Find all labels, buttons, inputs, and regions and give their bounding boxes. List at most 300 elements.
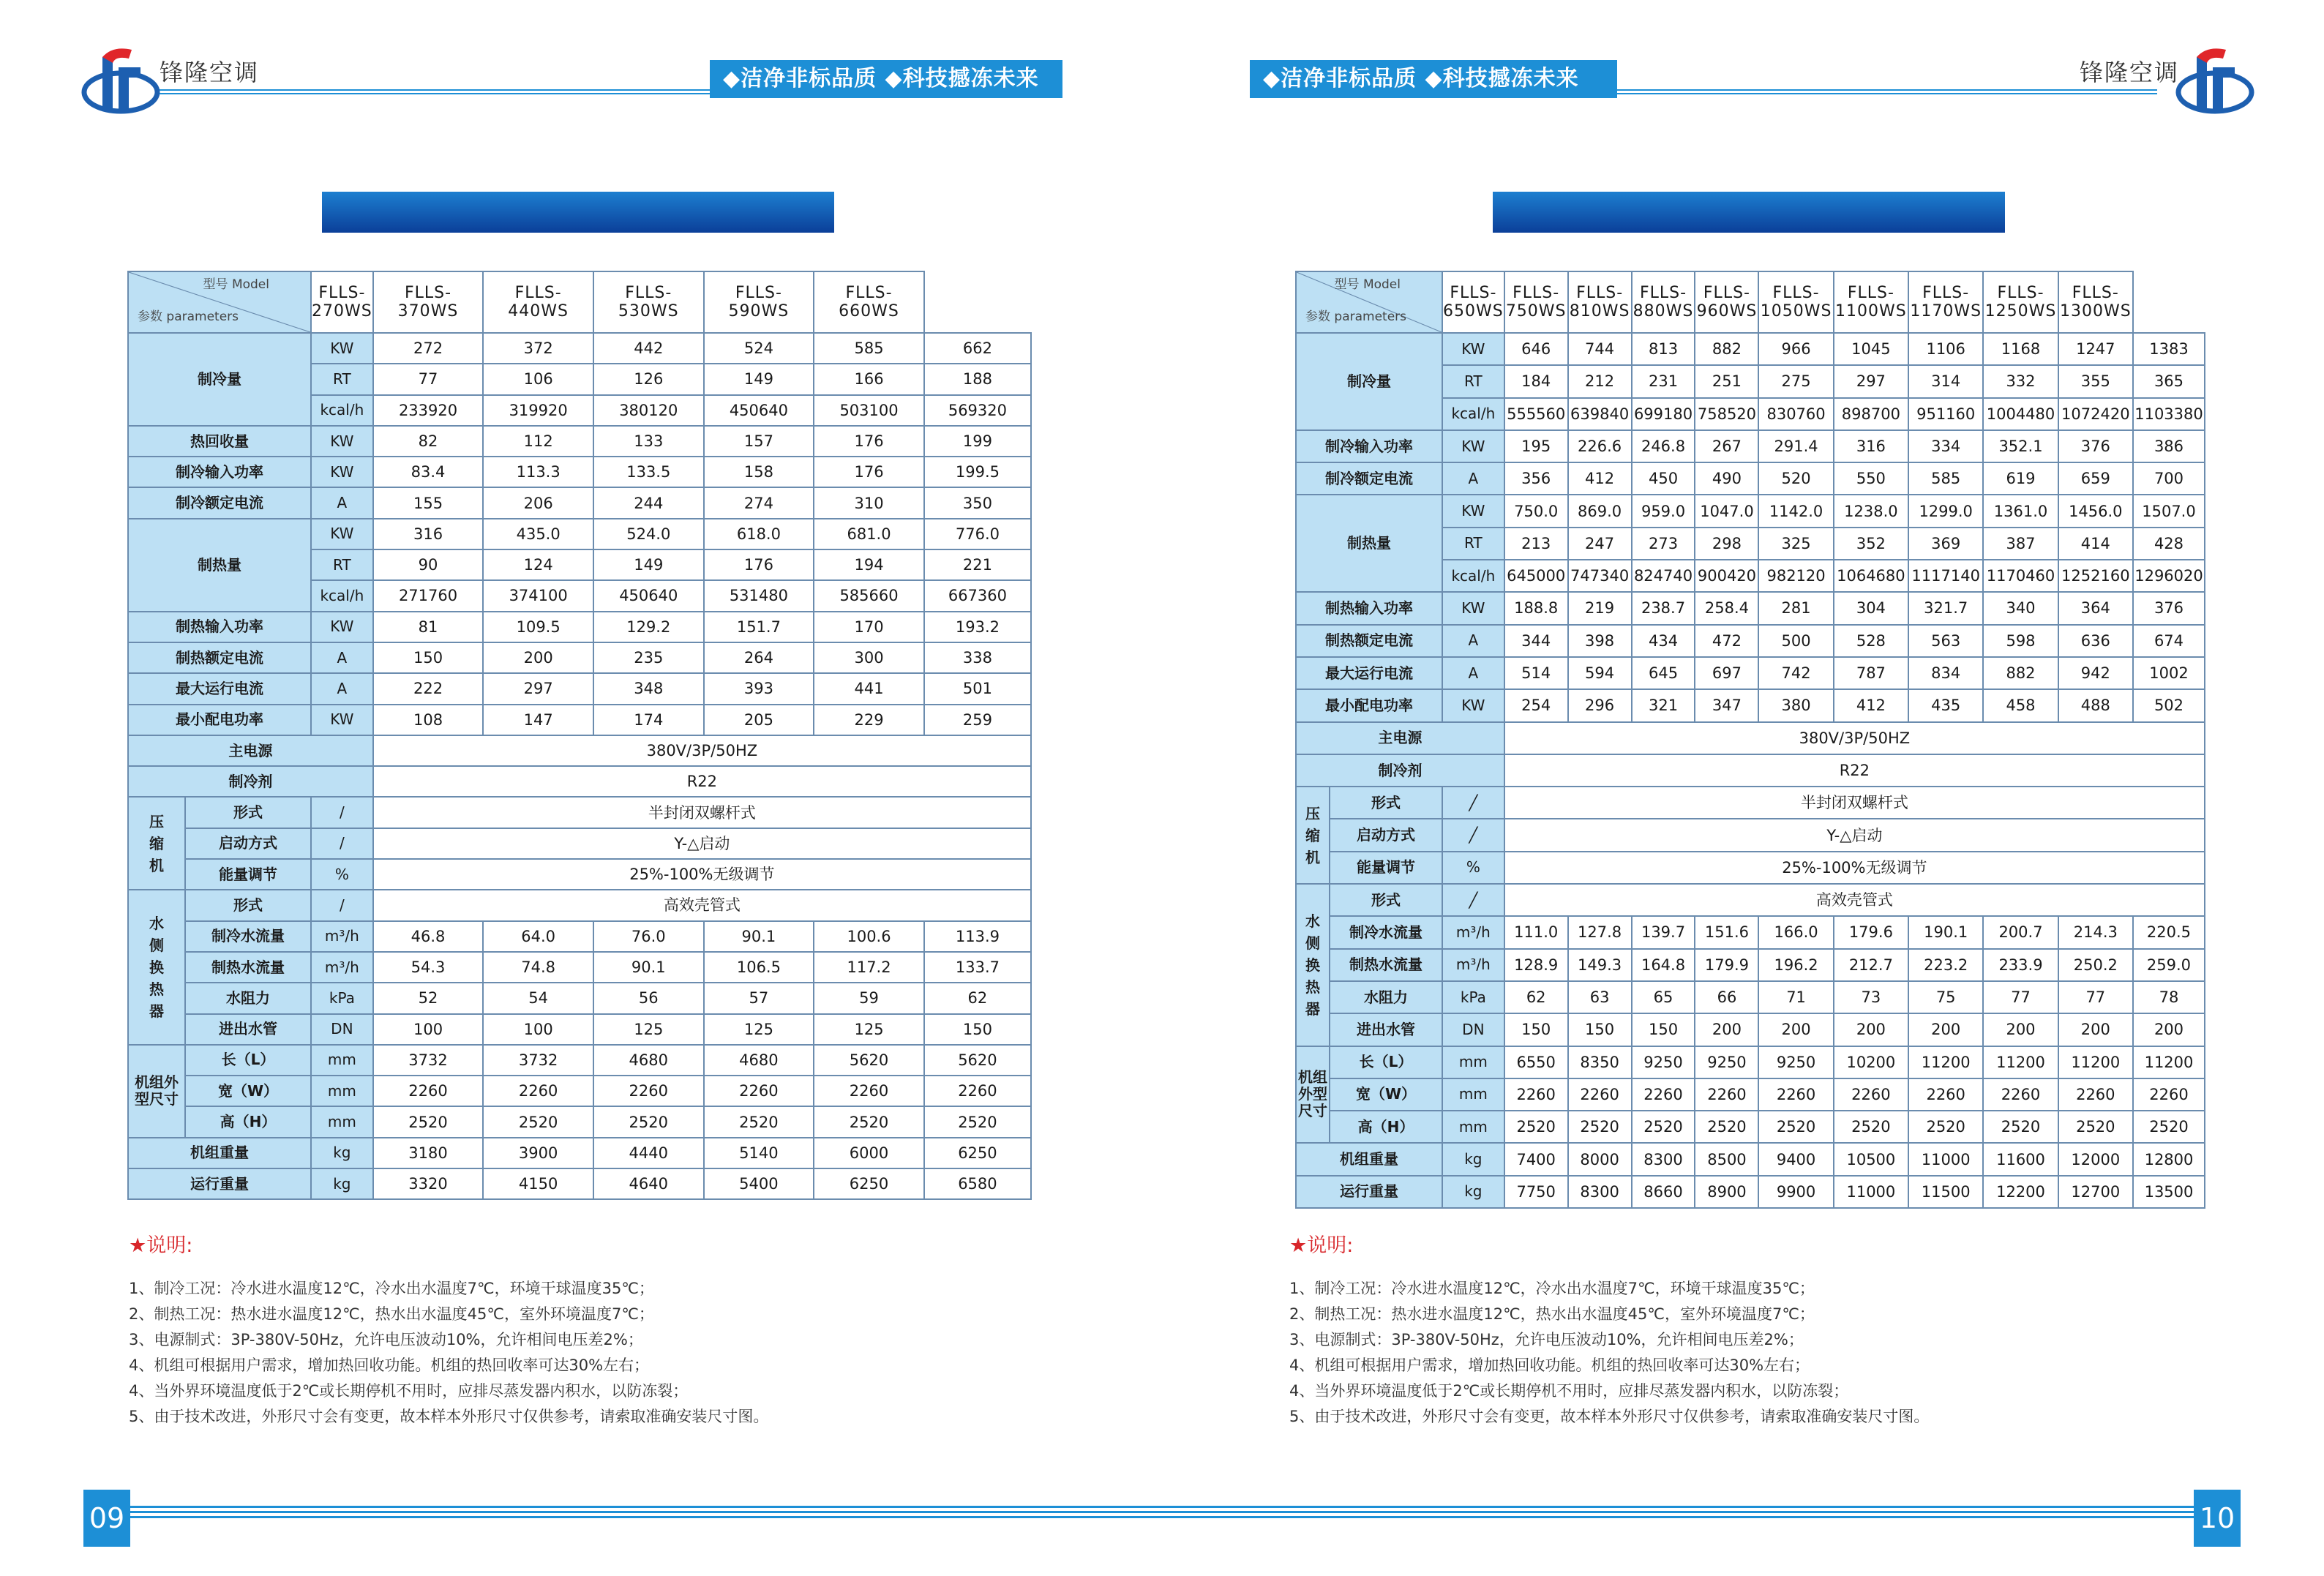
value-cell: 273: [1632, 528, 1695, 560]
unit-cell: kcal/h: [1442, 398, 1504, 430]
value-cell: 1047.0: [1695, 495, 1758, 527]
value-cell: 200.7: [1983, 916, 2058, 948]
value-cell: 297: [483, 673, 593, 704]
value-cell: 11200: [1983, 1046, 2058, 1078]
value-cell: 319920: [483, 395, 593, 426]
group-label: 压缩机: [1296, 787, 1330, 884]
value-cell: 233920: [373, 395, 484, 426]
value-cell: 129.2: [593, 612, 704, 642]
value-cell: 264: [704, 642, 814, 673]
value-cell: 139.7: [1632, 916, 1695, 948]
value-cell: 8350: [1568, 1046, 1632, 1078]
value-cell: 199.5: [924, 457, 1031, 487]
row-label: 宽（W）: [185, 1076, 311, 1106]
table-row: [128, 612, 1031, 642]
value-cell: 174: [593, 705, 704, 735]
table-row: [1296, 271, 2205, 333]
row-label: 制冷输入功率: [1296, 430, 1442, 462]
value-cell: 681.0: [814, 519, 924, 549]
value-cell: 196.2: [1758, 949, 1833, 981]
table-row: [128, 487, 1031, 518]
value-cell: 128.9: [1504, 949, 1568, 981]
value-cell: 700: [2133, 462, 2205, 495]
table-row: [1296, 916, 2205, 948]
value-cell: 304: [1834, 592, 1908, 624]
value-cell: 75: [1908, 981, 1983, 1013]
unit-cell: kPa: [1442, 981, 1504, 1013]
value-cell: 352.1: [1983, 430, 2058, 462]
shared-value-cell: 高效壳管式: [1504, 884, 2205, 916]
value-cell: 231: [1632, 365, 1695, 397]
value-cell: 11600: [1983, 1143, 2058, 1175]
value-cell: 321: [1632, 689, 1695, 721]
table-row: [128, 333, 1031, 364]
value-cell: 514: [1504, 657, 1568, 689]
value-cell: 636: [2058, 625, 2133, 657]
value-cell: 376: [2133, 592, 2205, 624]
value-cell: 882: [1695, 333, 1758, 365]
value-cell: 2520: [1908, 1111, 1983, 1143]
value-cell: 830760: [1758, 398, 1833, 430]
header-rule: [1604, 89, 2157, 98]
table-row: [1296, 819, 2205, 851]
value-cell: 6250: [814, 1168, 924, 1199]
value-cell: 100: [373, 1014, 484, 1045]
value-cell: 6580: [924, 1168, 1031, 1199]
value-cell: 1361.0: [1983, 495, 2058, 527]
table-row: [1296, 722, 2205, 754]
unit-cell: /: [311, 797, 373, 828]
value-cell: 52: [373, 983, 484, 1013]
value-cell: 619: [1983, 462, 2058, 495]
value-cell: 170: [814, 612, 924, 642]
value-cell: 380120: [593, 395, 704, 426]
value-cell: 11200: [2058, 1046, 2133, 1078]
value-cell: 524.0: [593, 519, 704, 549]
unit-cell: A: [1442, 657, 1504, 689]
value-cell: 62: [924, 983, 1031, 1013]
value-cell: 300: [814, 642, 924, 673]
value-cell: 352: [1834, 528, 1908, 560]
unit-cell: A: [1442, 625, 1504, 657]
value-cell: 272: [373, 333, 484, 364]
value-cell: 176: [704, 549, 814, 580]
value-cell: 149: [704, 364, 814, 394]
value-cell: 442: [593, 333, 704, 364]
row-label: 进出水管: [1330, 1013, 1442, 1046]
value-cell: 54: [483, 983, 593, 1013]
row-label: 制热量: [1296, 495, 1442, 592]
unit-cell: KW: [1442, 689, 1504, 721]
value-cell: 149.3: [1568, 949, 1632, 981]
unit-cell: KW: [1442, 333, 1504, 365]
note-item: 4、当外界环境温度低于2℃或长期停机不用时，应排尽蒸发器内积水，以防冻裂；: [1289, 1382, 1849, 1400]
notes-title: ★说明:: [1289, 1234, 1354, 1257]
value-cell: 76.0: [593, 921, 704, 952]
table-row: [128, 735, 1031, 766]
brand-name: 锋隆空调: [160, 59, 260, 86]
value-cell: 900420: [1695, 560, 1758, 592]
page-number: 10: [2194, 1490, 2241, 1547]
value-cell: 247: [1568, 528, 1632, 560]
value-cell: 195: [1504, 430, 1568, 462]
value-cell: 10200: [1834, 1046, 1908, 1078]
table-row: [128, 1014, 1031, 1045]
value-cell: 8660: [1632, 1176, 1695, 1208]
value-cell: 90.1: [593, 952, 704, 983]
value-cell: 618.0: [704, 519, 814, 549]
value-cell: 2520: [924, 1106, 1031, 1137]
notes-title: ★说明:: [129, 1234, 193, 1257]
unit-cell: A: [311, 673, 373, 704]
value-cell: 2260: [704, 1076, 814, 1106]
value-cell: 1296020: [2133, 560, 2205, 592]
value-cell: 1247: [2058, 333, 2133, 365]
unit-cell: DN: [1442, 1013, 1504, 1046]
model-header: 型号 Model: [1334, 277, 1401, 292]
unit-cell: /: [311, 828, 373, 859]
note-item: 4、当外界环境温度低于2℃或长期停机不用时，应排尽蒸发器内积水，以防冻裂；: [129, 1382, 689, 1400]
model-name-cell: FLLS- 440WS: [483, 271, 593, 333]
value-cell: 585660: [814, 580, 924, 611]
note-item: 3、电源制式：3P-380V-50Hz，允许电压波动10%，允许相间电压差2%；: [129, 1331, 643, 1348]
row-label: 制冷量: [128, 333, 311, 426]
row-label: 水阻力: [1330, 981, 1442, 1013]
value-cell: 4440: [593, 1138, 704, 1168]
value-cell: 2520: [814, 1106, 924, 1137]
group-label: 水侧换热器: [128, 890, 185, 1044]
value-cell: 220.5: [2133, 916, 2205, 948]
table-row: [1296, 1143, 2205, 1175]
value-cell: 111.0: [1504, 916, 1568, 948]
value-cell: 834: [1908, 657, 1983, 689]
header-corner-cell: [128, 271, 311, 333]
value-cell: 882: [1983, 657, 2058, 689]
value-cell: 951160: [1908, 398, 1983, 430]
value-cell: 1299.0: [1908, 495, 1983, 527]
unit-cell: A: [311, 642, 373, 673]
note-item: 1、制冷工况：冷水进水温度12℃，冷水出水温度7℃，环境干球温度35℃；: [129, 1280, 654, 1297]
value-cell: 2520: [2133, 1111, 2205, 1143]
value-cell: 149: [593, 549, 704, 580]
row-label: 主电源: [1296, 722, 1504, 754]
value-cell: 229: [814, 705, 924, 735]
unit-cell: RT: [1442, 365, 1504, 397]
value-cell: 221: [924, 549, 1031, 580]
value-cell: 246.8: [1632, 430, 1695, 462]
value-cell: 414: [2058, 528, 2133, 560]
row-label: 制冷额定电流: [1296, 462, 1442, 495]
unit-cell: ╱: [1442, 884, 1504, 916]
value-cell: 1045: [1834, 333, 1908, 365]
value-cell: 598: [1983, 625, 2058, 657]
shared-value-cell: R22: [373, 766, 1031, 797]
value-cell: 2260: [1632, 1078, 1695, 1111]
value-cell: 150: [1568, 1013, 1632, 1046]
value-cell: 176: [814, 426, 924, 457]
value-cell: 2260: [814, 1076, 924, 1106]
row-label: 制冷水流量: [1330, 916, 1442, 948]
value-cell: 959.0: [1632, 495, 1695, 527]
unit-cell: KW: [311, 612, 373, 642]
unit-cell: KW: [1442, 592, 1504, 624]
model-name-cell: FLLS- 880WS: [1632, 271, 1695, 333]
value-cell: 206: [483, 487, 593, 518]
value-cell: 291.4: [1758, 430, 1833, 462]
value-cell: 9250: [1695, 1046, 1758, 1078]
table-row: [1296, 592, 2205, 624]
table-row: [1296, 787, 2205, 819]
note-item: 5、由于技术改进，外形尺寸会有变更，故本样本外形尺寸仅供参考，请索取准确安装尺寸图。: [129, 1408, 769, 1425]
value-cell: 126: [593, 364, 704, 394]
value-cell: 214.3: [2058, 916, 2133, 948]
row-label: 水阻力: [185, 983, 311, 1013]
page-right: [1162, 0, 2324, 1576]
table-row: [128, 828, 1031, 859]
value-cell: 11200: [2133, 1046, 2205, 1078]
value-cell: 365: [2133, 365, 2205, 397]
value-cell: 316: [1834, 430, 1908, 462]
row-label: 制冷量: [1296, 333, 1442, 430]
value-cell: 2260: [924, 1076, 1031, 1106]
value-cell: 71: [1758, 981, 1833, 1013]
value-cell: 2260: [373, 1076, 484, 1106]
table-row: [1296, 949, 2205, 981]
value-cell: 555560: [1504, 398, 1568, 430]
value-cell: 81: [373, 612, 484, 642]
value-cell: 2520: [704, 1106, 814, 1137]
value-cell: 450640: [593, 580, 704, 611]
value-cell: 1103380: [2133, 398, 2205, 430]
value-cell: 125: [814, 1014, 924, 1045]
shared-value-cell: 半封闭双螺杆式: [373, 797, 1031, 828]
notes-list: [1289, 1276, 1929, 1430]
model-name-cell: FLLS- 590WS: [704, 271, 814, 333]
unit-cell: DN: [311, 1014, 373, 1045]
table-row: [1296, 462, 2205, 495]
value-cell: 83.4: [373, 457, 484, 487]
table-row: [1296, 884, 2205, 916]
value-cell: 563: [1908, 625, 1983, 657]
value-cell: 9250: [1632, 1046, 1695, 1078]
value-cell: 7400: [1504, 1143, 1568, 1175]
value-cell: 1507.0: [2133, 495, 2205, 527]
value-cell: 12800: [2133, 1143, 2205, 1175]
table-row: [128, 426, 1031, 457]
value-cell: 219: [1568, 592, 1632, 624]
value-cell: 298: [1695, 528, 1758, 560]
value-cell: 520: [1758, 462, 1833, 495]
value-cell: 117.2: [814, 952, 924, 983]
value-cell: 200: [2133, 1013, 2205, 1046]
row-label: 制热输入功率: [128, 612, 311, 642]
value-cell: 54.3: [373, 952, 484, 983]
row-label: 高（H）: [185, 1106, 311, 1137]
value-cell: 2520: [2058, 1111, 2133, 1143]
value-cell: 645000: [1504, 560, 1568, 592]
row-label: 制冷水流量: [185, 921, 311, 952]
value-cell: 64.0: [483, 921, 593, 952]
value-cell: 1064680: [1834, 560, 1908, 592]
table-row: [128, 705, 1031, 735]
value-cell: 2520: [1632, 1111, 1695, 1143]
value-cell: 205: [704, 705, 814, 735]
row-label: 启动方式: [1330, 819, 1442, 851]
footer-rule: [130, 1506, 1162, 1523]
value-cell: 501: [924, 673, 1031, 704]
value-cell: 12000: [2058, 1143, 2133, 1175]
value-cell: 9400: [1758, 1143, 1833, 1175]
brand-logo-icon: [80, 41, 161, 121]
row-label: 热回收量: [128, 426, 311, 457]
value-cell: 1106: [1908, 333, 1983, 365]
value-cell: 77: [373, 364, 484, 394]
unit-cell: kg: [311, 1138, 373, 1168]
value-cell: 179.9: [1695, 949, 1758, 981]
unit-cell: mm: [311, 1045, 373, 1076]
spec-table-left: [127, 271, 1032, 1200]
notes-list: [129, 1276, 768, 1430]
value-cell: 750.0: [1504, 495, 1568, 527]
value-cell: 662: [924, 333, 1031, 364]
value-cell: 490: [1695, 462, 1758, 495]
value-cell: 8000: [1568, 1143, 1632, 1175]
value-cell: 11200: [1908, 1046, 1983, 1078]
unit-cell: ╱: [1442, 787, 1504, 819]
value-cell: 223.2: [1908, 949, 1983, 981]
value-cell: 387: [1983, 528, 2058, 560]
value-cell: 147: [483, 705, 593, 735]
row-label: 主电源: [128, 735, 373, 766]
header-corner-cell: [1296, 271, 1442, 333]
row-label: 机组外型尺寸: [128, 1045, 185, 1138]
unit-cell: mm: [1442, 1078, 1504, 1111]
value-cell: 112: [483, 426, 593, 457]
value-cell: 2520: [1568, 1111, 1632, 1143]
value-cell: 4680: [593, 1045, 704, 1076]
value-cell: 150: [1504, 1013, 1568, 1046]
value-cell: 158: [704, 457, 814, 487]
unit-cell: kcal/h: [311, 580, 373, 611]
unit-cell: KW: [311, 705, 373, 735]
table-row: [1296, 754, 2205, 787]
value-cell: 966: [1758, 333, 1833, 365]
table-row: [128, 519, 1031, 549]
value-cell: 380: [1758, 689, 1833, 721]
table-row: [128, 271, 1031, 333]
section-title-bar: [322, 192, 834, 233]
value-cell: 528: [1834, 625, 1908, 657]
slogan-banner: ◆洁净非标品质 ◆科技撼冻未来: [710, 60, 1062, 98]
brand-logo-icon: [2175, 41, 2255, 121]
unit-cell: ╱: [1442, 819, 1504, 851]
table-row: [1296, 852, 2205, 884]
value-cell: 321.7: [1908, 592, 1983, 624]
value-cell: 222: [373, 673, 484, 704]
table-row: [128, 983, 1031, 1013]
table-row: [1296, 1046, 2205, 1078]
table-row: [128, 457, 1031, 487]
row-label: 长（L）: [1330, 1046, 1442, 1078]
value-cell: 212.7: [1834, 949, 1908, 981]
value-cell: 450: [1632, 462, 1695, 495]
value-cell: 164.8: [1632, 949, 1695, 981]
value-cell: 4150: [483, 1168, 593, 1199]
value-cell: 250.2: [2058, 949, 2133, 981]
shared-value-cell: 380V/3P/50HZ: [1504, 722, 2205, 754]
value-cell: 1072420: [2058, 398, 2133, 430]
value-cell: 824740: [1632, 560, 1695, 592]
value-cell: 2520: [1983, 1111, 2058, 1143]
value-cell: 150: [1632, 1013, 1695, 1046]
value-cell: 199: [924, 426, 1031, 457]
value-cell: 5140: [704, 1138, 814, 1168]
table-row: [1296, 1078, 2205, 1111]
table-row: [1296, 1176, 2205, 1208]
shared-value-cell: R22: [1504, 754, 2205, 787]
slogan-banner: ◆洁净非标品质 ◆科技撼冻未来: [1250, 60, 1617, 98]
value-cell: 200: [1695, 1013, 1758, 1046]
value-cell: 200: [2058, 1013, 2133, 1046]
value-cell: 184: [1504, 365, 1568, 397]
value-cell: 1004480: [1983, 398, 2058, 430]
value-cell: 12700: [2058, 1176, 2133, 1208]
shared-value-cell: 高效壳管式: [373, 890, 1031, 920]
table-row: [128, 797, 1031, 828]
header-rule: [160, 89, 710, 98]
value-cell: 176: [814, 457, 924, 487]
value-cell: 90: [373, 549, 484, 580]
model-name-cell: FLLS- 1050WS: [1758, 271, 1833, 333]
value-cell: 2520: [1695, 1111, 1758, 1143]
unit-cell: RT: [311, 549, 373, 580]
unit-cell: %: [1442, 852, 1504, 884]
model-name-cell: FLLS- 660WS: [814, 271, 924, 333]
model-header: 型号 Model: [203, 277, 269, 292]
model-name-cell: FLLS- 1170WS: [1908, 271, 1983, 333]
value-cell: 6550: [1504, 1046, 1568, 1078]
value-cell: 100.6: [814, 921, 924, 952]
value-cell: 1383: [2133, 333, 2205, 365]
value-cell: 259: [924, 705, 1031, 735]
table-row: [1296, 981, 2205, 1013]
value-cell: 1170460: [1983, 560, 2058, 592]
table-row: [128, 766, 1031, 797]
value-cell: 8500: [1695, 1143, 1758, 1175]
value-cell: 9250: [1758, 1046, 1833, 1078]
shared-value-cell: Y-△启动: [373, 828, 1031, 859]
value-cell: 393: [704, 673, 814, 704]
value-cell: 226.6: [1568, 430, 1632, 462]
unit-cell: mm: [1442, 1046, 1504, 1078]
value-cell: 274: [704, 487, 814, 518]
value-cell: 2520: [483, 1106, 593, 1137]
table-row: [1296, 1111, 2205, 1143]
value-cell: 3732: [373, 1045, 484, 1076]
model-name-cell: FLLS- 1300WS: [2058, 271, 2133, 333]
table-row: [128, 859, 1031, 890]
value-cell: 1238.0: [1834, 495, 1908, 527]
value-cell: 8300: [1632, 1143, 1695, 1175]
value-cell: 458: [1983, 689, 2058, 721]
table-row: [1296, 430, 2205, 462]
note-item: 3、电源制式：3P-380V-50Hz，允许电压波动10%，允许相间电压差2%；: [1289, 1331, 1804, 1348]
unit-cell: KW: [1442, 430, 1504, 462]
value-cell: 12200: [1983, 1176, 2058, 1208]
model-name-cell: FLLS- 1250WS: [1983, 271, 2058, 333]
value-cell: 472: [1695, 625, 1758, 657]
value-cell: 6000: [814, 1138, 924, 1168]
